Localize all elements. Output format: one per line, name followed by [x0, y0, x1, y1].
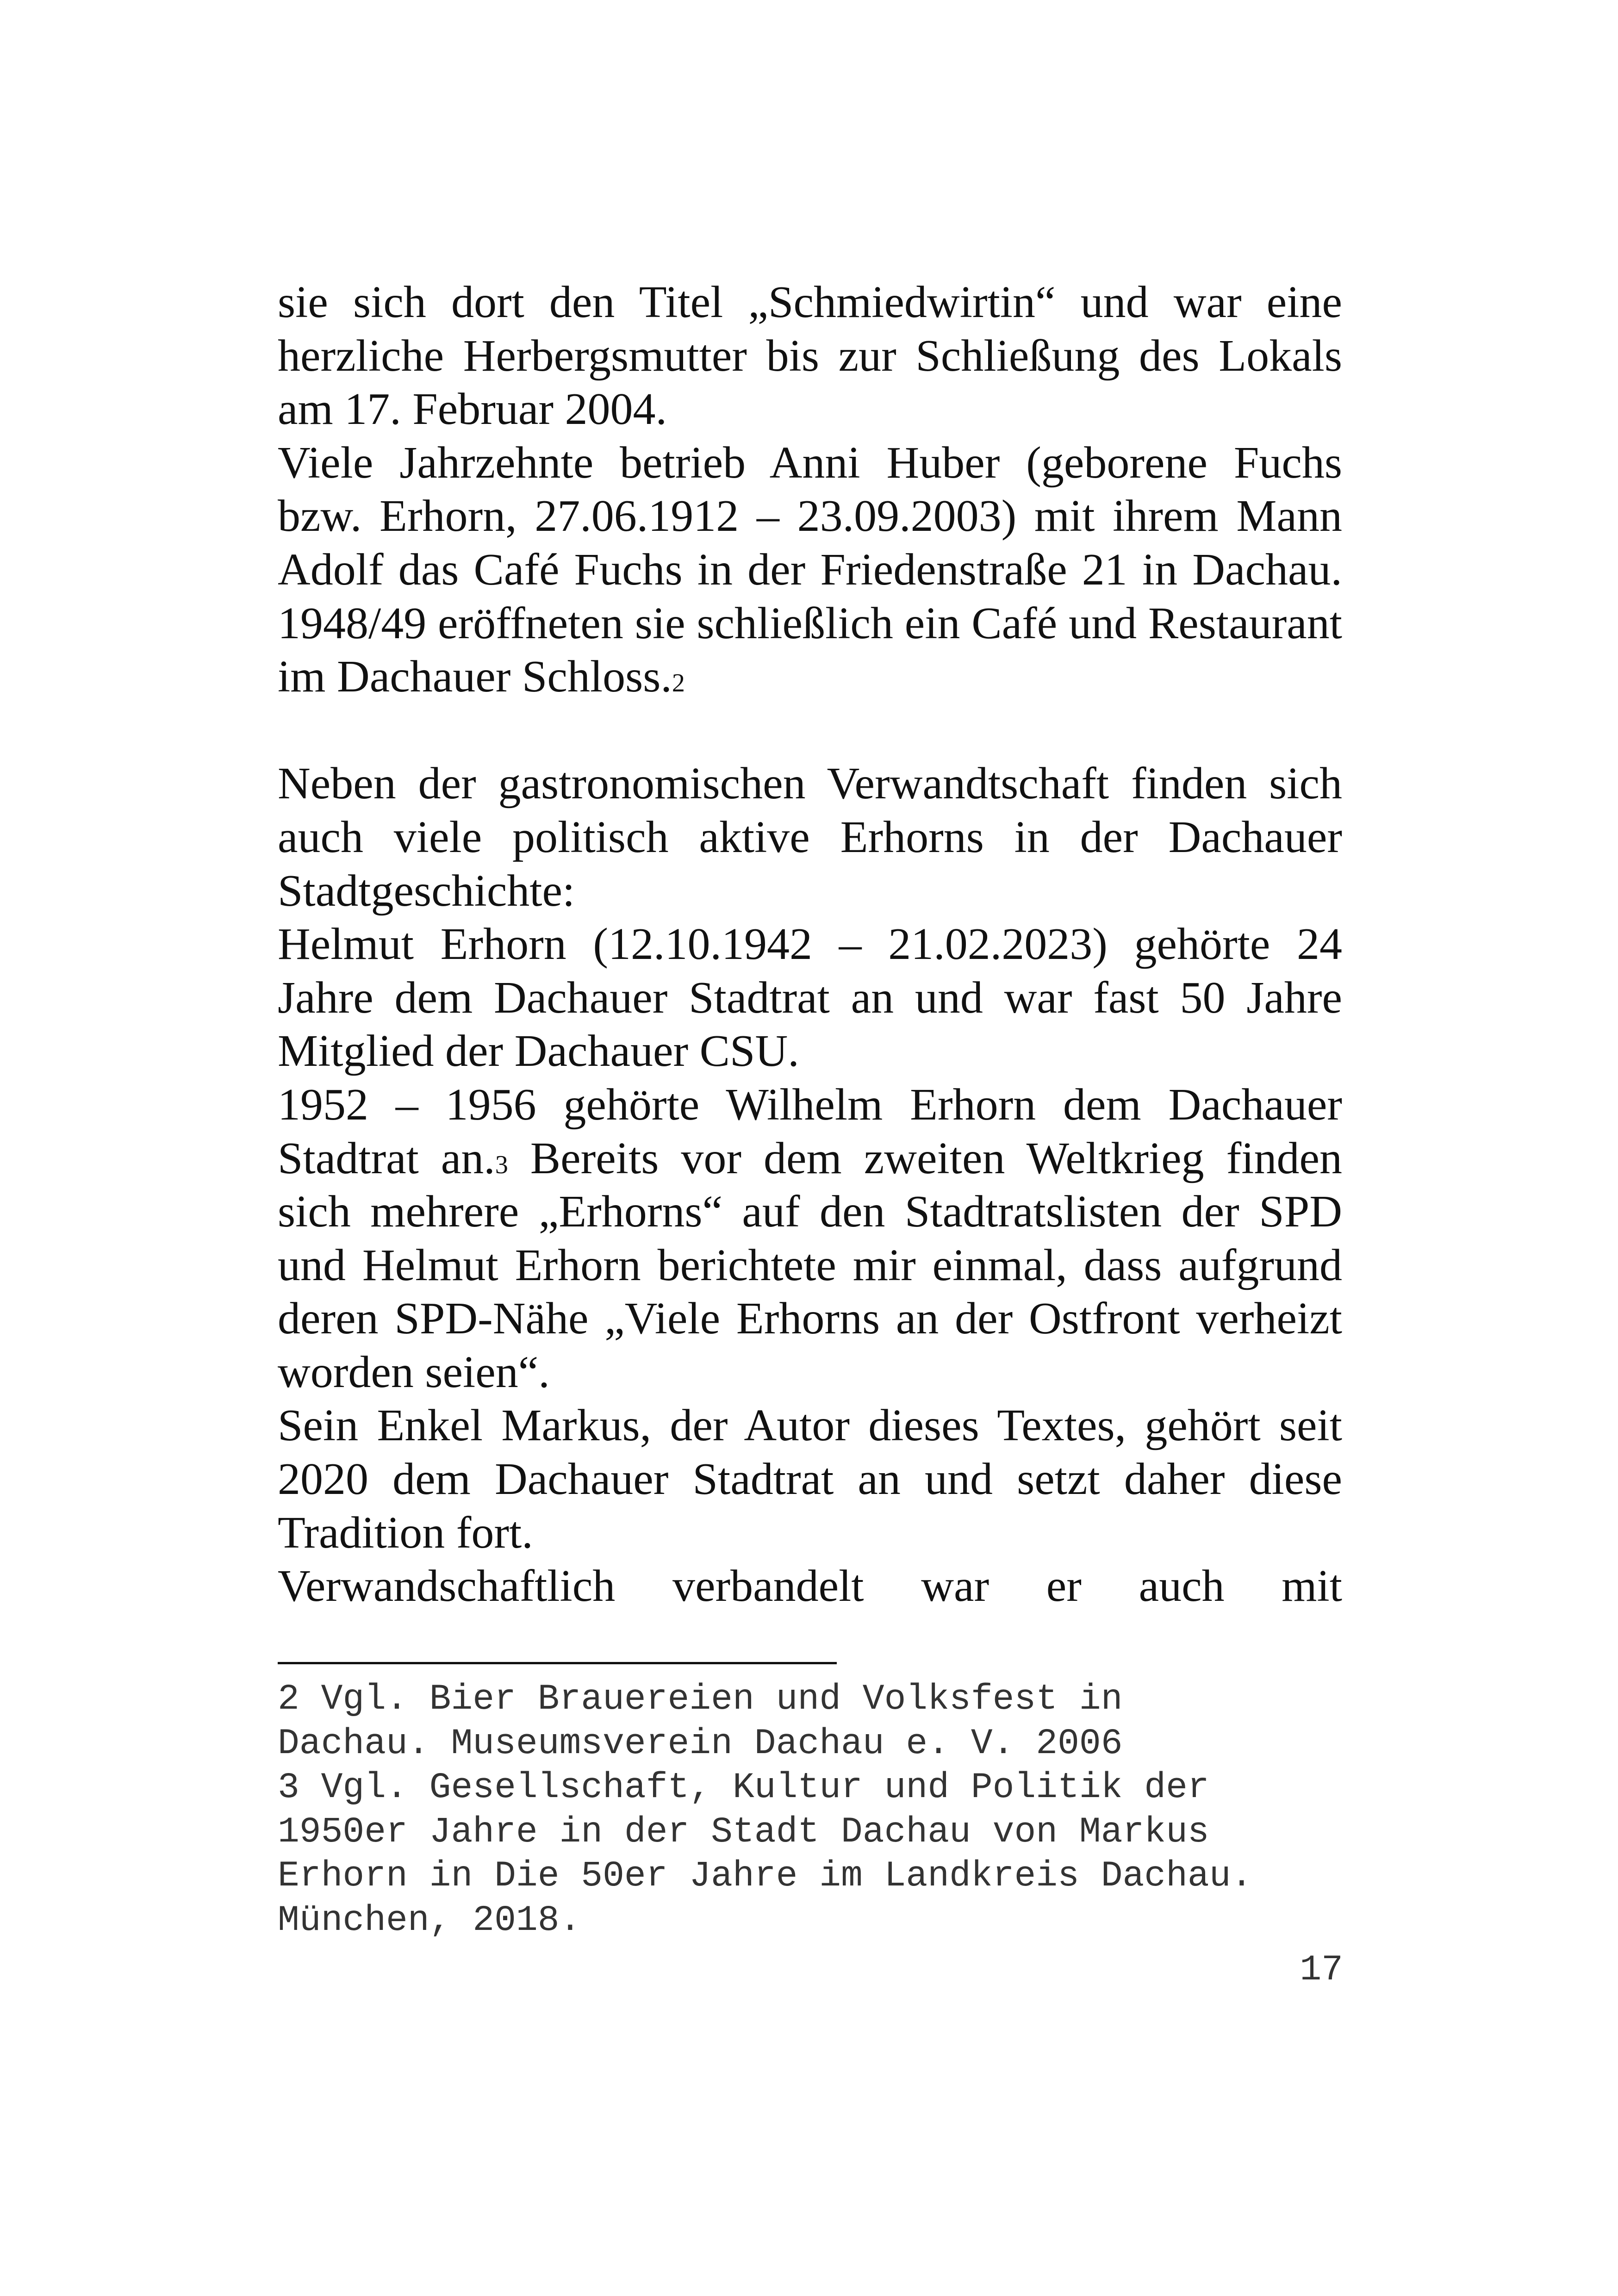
footnote-2: 2 Vgl. Bier Brauereien und Volksfest in Dachau. Museumsverein Dachau e. V. 2006: [278, 1679, 1123, 1764]
paragraph-political-erhorns: Neben der gastronomischen Verwandtschaft finden sich auch viele politisch aktive Erhorns in der Dachauer Stadtgeschichte:: [278, 759, 1342, 916]
paragraph-anni-huber-text: Viele Jahrzehnte betrieb Anni Huber (geborene Fuchs bzw. Erhorn, 27.06.1912 – 23.09.2003) mit ihrem Mann Adolf das Café Fuchs in der Friedenstraße 21 in Dachau. 1948/49 eröffneten sie schließlich ein Café und Restaurant im Dachauer Schloss.: [278, 437, 1342, 702]
paragraph-wilhelm-erhorn-continued: Bereits vor dem zweiten Weltkrieg finden sich mehrere „Erhorns“ auf den Stadtratslisten der SPD und Helmut Erhorn berichtete mir einmal, dass aufgrund deren SPD-Nähe „Viele Erhorns an der Ostfront verheizt worden seien“.: [278, 1133, 1343, 1397]
footnote-reference-2[interactable]: 2: [672, 669, 685, 698]
paragraph-markus-erhorn: Sein Enkel Markus, der Autor dieses Textes, gehört seit 2020 dem Dachauer Stadtrat an und setzt daher diese Tradition fort.: [278, 1400, 1342, 1558]
footnotes: [278, 1678, 1342, 1943]
paragraph-verwandschaftlich: Verwandschaftlich verbandelt war er auch mit: [278, 1561, 1342, 1612]
footnote-3: 3 Vgl. Gesellschaft, Kultur und Politik der 1950er Jahre in der Stadt Dachau von Markus Erhorn in Die 50er Jahre im Landkreis Dachau. München, 2018.: [278, 1767, 1253, 1941]
page-number: 17: [1300, 1950, 1343, 1991]
paragraph-schmiedwirtin: sie sich dort den Titel „Schmiedwirtin“ und war eine herzliche Herbergsmutter bis zur Schließung des Lokals am 17. Februar 2004.: [278, 277, 1342, 435]
body-text: [278, 276, 1342, 1613]
paragraph-gap: [278, 704, 1342, 758]
paragraph-wilhelm-erhorn: [278, 1078, 1342, 1400]
paragraph-helmut-erhorn: Helmut Erhorn (12.10.1942 – 21.02.2023) gehörte 24 Jahre dem Dachauer Stadtrat an und war fast 50 Jahre Mitglied der Dachauer CSU.: [278, 919, 1342, 1076]
paragraph-wilhelm-erhorn-text: 1952 – 1956 gehörte Wilhelm Erhorn dem Dachauer Stadtrat an.: [278, 1079, 1342, 1183]
footnote-separator: [278, 1662, 837, 1664]
paragraph-anni-huber: [278, 436, 1342, 704]
footnote-reference-3[interactable]: 3: [495, 1150, 508, 1179]
